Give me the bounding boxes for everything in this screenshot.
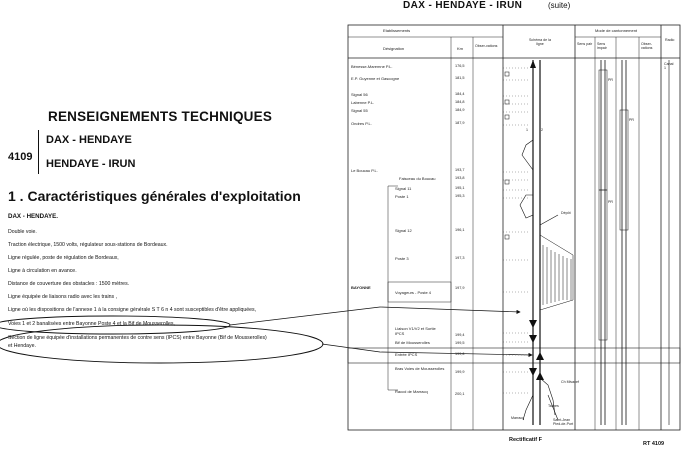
table-row-km: 187,9 (455, 121, 465, 125)
table-row-name: Labenne P.L. (351, 100, 375, 105)
paragraph: Ligne régulée, poste de régulation de Bordeaux, (8, 255, 119, 261)
col-sens-impair: Sens impair (597, 42, 607, 50)
table-row-km: 184,8 (455, 100, 465, 104)
paragraph: Ligne équipée de liaisons radio avec les trains , (8, 294, 118, 300)
table-row-name: Voyageurs - Poste 4 (395, 290, 432, 295)
paragraph: Double voie. (8, 229, 37, 235)
paragraph: Ligne à circulation en avance. (8, 268, 77, 274)
table-row-km: 199,9 (455, 370, 465, 374)
highlight-ellipse-2 (0, 325, 323, 363)
table-row-name: Bénesse-Maremne P.L. (351, 64, 393, 69)
section-title: 1 . Caractéristiques générales d'exploitation (8, 188, 301, 204)
table-row-name: Signal 12 (395, 228, 412, 233)
paragraph: Traction électrique, 1500 volts, régulateur sous-stations de Bordeaux. (8, 242, 168, 248)
footer-ref: RT 4109 (643, 441, 665, 447)
col-etablissements: Etablissements (383, 28, 411, 33)
doc-number: 4109 (8, 151, 33, 163)
mivacef-label: Ch Mivacef (561, 380, 579, 384)
route-2: HENDAYE - IRUN (46, 158, 136, 170)
marracq-label: Marracq (511, 416, 525, 420)
table-row-name: Raccd de Marracq (395, 389, 428, 394)
col-sens-pair: Sens pair (577, 42, 593, 46)
doc-title: RENSEIGNEMENTS TECHNIQUES (48, 109, 273, 124)
table-row-km: 184,4 (455, 92, 465, 96)
table-row-name: Le Boucau P.L. (351, 168, 378, 173)
right-suite: (suite) (548, 1, 571, 10)
col-designation: Désignation (383, 46, 405, 51)
table-row-name: Signal 55 (351, 108, 368, 113)
table-row-km: 195,1 (455, 186, 465, 190)
table-row-name: Signal 56 (351, 92, 368, 97)
tarbes-label: Tarbes (548, 404, 559, 408)
table-row-km: 176,5 (455, 64, 465, 68)
paragraph: Distance de couverture des obstacles : 1500 mètres. (8, 281, 130, 287)
table-row-km: 199,4 (455, 333, 465, 337)
table-row-km: 199,6 (455, 352, 465, 356)
radio-canal: Canal 1 (664, 62, 674, 70)
table-row-name: E.P. Guyenne et Gascogne (351, 76, 400, 81)
paragraph-highlight: Voies 1 et 2 banalisées entre Bayonne Poste 4 et la Bif de Mousserolles, (8, 321, 175, 327)
st-jean-label: Saint-Jean Pied-de-Port (553, 418, 574, 426)
col-observations: Obser-vations (475, 44, 498, 48)
paragraph: et Hendaye. (8, 343, 36, 349)
route-1: DAX - HENDAYE (46, 134, 132, 146)
track-label-1: 1 (526, 128, 528, 132)
table-row-name: Poste 3 (395, 256, 409, 261)
bayonne-label: BAYONNE (351, 285, 371, 290)
table-row-name: Entrée IPCS (395, 352, 418, 357)
table-row-name: Faisceau du Boucau (399, 176, 436, 181)
paragraph: Ligne où les dispositions de l'annexe 1 à la consigne générale S T 6 n 4 sont susceptibles d'être appliquées, (8, 307, 257, 313)
col-schema: Schéma de la ligne (529, 38, 551, 46)
table-row-km: 193,7 (455, 168, 465, 172)
table-row-km: 195,3 (455, 194, 465, 198)
table-row-km: 181,5 (455, 76, 465, 80)
right-title: DAX - HENDAYE - IRUN (403, 0, 523, 11)
table-row-km: 200,1 (455, 392, 465, 396)
table-row-km: 199,5 (455, 341, 465, 345)
col-km: Km (457, 46, 463, 51)
pr-label: PR (608, 200, 613, 204)
subheading: DAX - HENDAYE. (8, 213, 58, 220)
table-row-km: 197,9 (455, 286, 465, 290)
right-document (343, 0, 685, 451)
table-row-name: Ondres P.L. (351, 121, 372, 126)
table-row-name: Bif de Mousserolles (395, 340, 430, 345)
table-row-km: 193,8 (455, 176, 465, 180)
line-table-diagram (343, 0, 685, 451)
col-mode: Mode de cantonnement (595, 28, 638, 33)
paragraph: Section de ligne équipée d'installations permanentes de contre sens (IPCS) entre Bayonne (Bif de Mousserolles) (8, 335, 267, 341)
table-row-km: 184,9 (455, 108, 465, 112)
footer-rectificatif: Rectificatif F (509, 437, 543, 443)
table-row-km: 196,1 (455, 228, 465, 232)
table-row-name: Bras Voies de Mousserolles (395, 366, 445, 371)
table-row-km: 197,3 (455, 256, 465, 260)
depot-label: Dépôt (561, 211, 571, 215)
table-row-name: Signal 11 (395, 186, 412, 191)
table-row-name: Liaison V1/V2 et Sortie IPCS (395, 326, 436, 336)
pr-label: PR (608, 78, 613, 82)
col-obs2: Obser-vations (641, 42, 653, 50)
pr-label: PR (629, 118, 634, 122)
col-radio: Radio (665, 38, 675, 42)
table-row-name: Poste 1 (395, 194, 409, 199)
track-label-2: 2 (541, 128, 543, 132)
